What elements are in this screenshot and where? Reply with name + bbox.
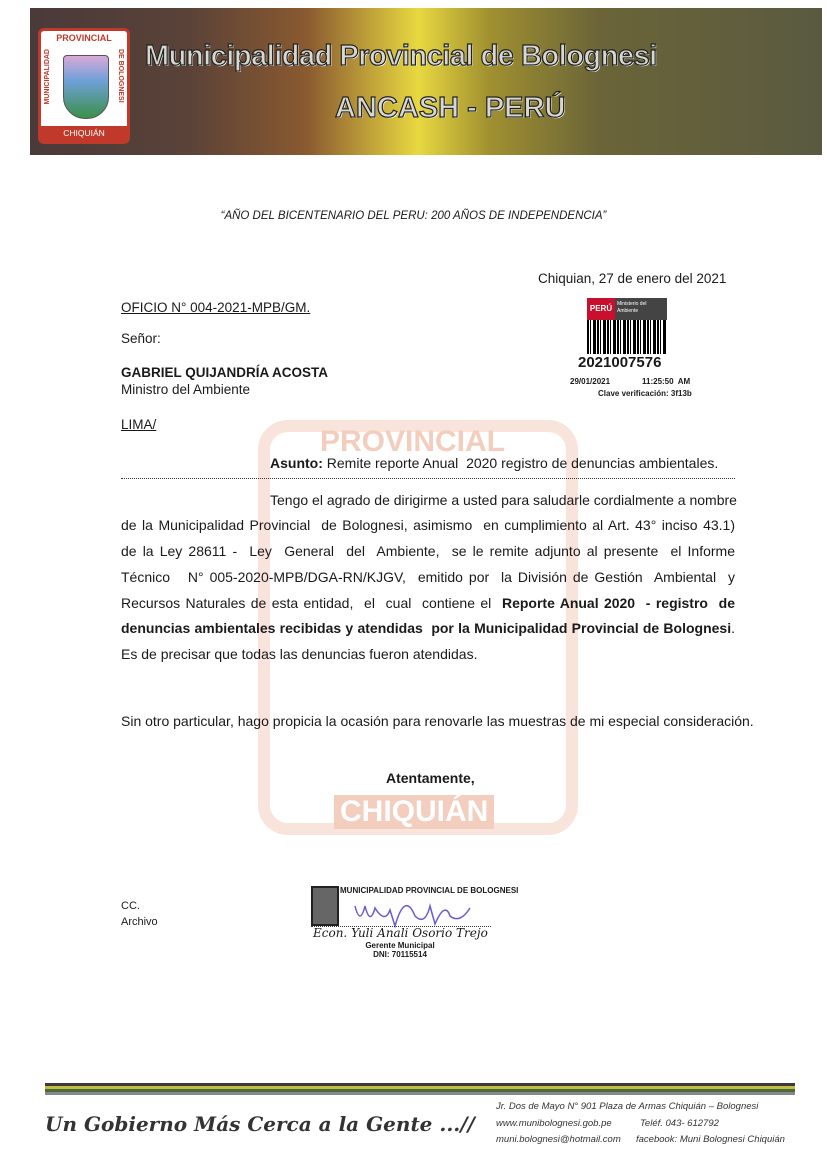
peru-brand: PERÚ (587, 298, 615, 320)
body-line (121, 569, 735, 585)
watermark-bottom: CHIQUIÁN (334, 795, 494, 829)
body-line (121, 595, 735, 611)
body-line (121, 517, 735, 533)
registry-number: 2021007576 (578, 354, 662, 371)
bold-text: denuncias ambientales recibidas y atendidas por la Municipalidad Provincial de Bolognesi (121, 620, 732, 636)
barcode (587, 320, 667, 354)
text-segment: de la Municipalidad Provincial de Bolognesi, asimismo en cumplimiento al Art. 43° inciso 43.1) (121, 517, 735, 533)
footer-address: Jr. Dos de Mayo N° 901 Plaza de Armas Chiquián – Bolognesi (496, 1101, 759, 1112)
body-line (121, 646, 735, 662)
municipality-logo (38, 28, 130, 144)
divider (121, 478, 735, 479)
subject-label: Asunto: (270, 455, 323, 471)
footer-phone: Teléf. 043- 612792 (640, 1118, 719, 1129)
letterhead-subtitle: ANCASH - PERÚ (335, 92, 566, 124)
signatory-name: Econ. Yuli Anali Osorio Trejo (313, 926, 488, 940)
body-line (270, 492, 735, 508)
subject-text: Remite reporte Anual 2020 registro de denuncias ambientales. (322, 455, 719, 471)
seal-emblem-icon (311, 886, 339, 926)
closing-line: Sin otro particular, hago propicia la ocasión para renovarle las muestras de mi especial consideración. (121, 713, 754, 729)
oficio-number: OFICIO N° 004-2021-MPB/GM. (121, 300, 311, 315)
signatory-role: Gerente Municipal (365, 941, 435, 950)
letter-date: Chiquian, 27 de enero del 2021 (538, 271, 727, 286)
logo-text-top: PROVINCIAL (56, 33, 112, 43)
logo-text-left: MUNICIPALIDAD (44, 49, 51, 105)
verification-key: Clave verificación: 3f13b (598, 389, 692, 398)
logo-text-bottom: CHIQUIÁN (41, 126, 127, 141)
logo-text-right: DE BOLOGNESI (117, 49, 124, 103)
text-segment: Es de precisar que todas las denuncias fueron atendidas. (121, 646, 478, 662)
recipient-name: GABRIEL QUIJANDRÍA ACOSTA (121, 365, 329, 380)
reception-stamp (578, 298, 685, 371)
year-motto: “AÑO DEL BICENTENARIO DEL PERU: 200 AÑOS DE INDEPENDENCIA” (220, 210, 607, 222)
footer-facebook[interactable]: facebook: Muni Bolognesi Chiquián (636, 1134, 785, 1145)
watermark-top: PROVINCIAL (320, 425, 506, 458)
text-segment: Tengo el agrado de dirigirme a usted para saludarle cordialmente a nombre (270, 492, 737, 508)
letterhead-title: Municipalidad Provincial de Bolognesi (145, 40, 657, 72)
text-segment: . (731, 620, 735, 636)
body-line (121, 543, 735, 559)
subject (270, 455, 718, 471)
body-line (121, 620, 735, 636)
text-segment: Recursos Naturales de esta entidad, el cual contiene el (121, 595, 502, 611)
handwritten-signature (350, 896, 480, 930)
footer-slogan: Un Gobierno Más Cerca a la Gente ...// (45, 1112, 475, 1136)
sign-off: Atentamente, (386, 770, 475, 786)
footer-stripe (45, 1083, 795, 1095)
registry-date: 29/01/2021 (570, 377, 611, 386)
footer-email[interactable]: muni.bolognesi@hotmail.com (496, 1134, 621, 1145)
letterhead-banner (30, 8, 822, 155)
text-segment: Técnico N° 005-2020-MPB/DGA-RN/KJGV, emitido por la División de Gestión Ambiental y (121, 569, 735, 585)
salutation: Señor: (121, 331, 161, 346)
signature-seal-text: MUNICIPALIDAD PROVINCIAL DE BOLOGNESI (340, 886, 519, 895)
ministry-name: Ministerio del Ambiente (615, 298, 667, 320)
recipient-title: Ministro del Ambiente (121, 382, 251, 397)
cc-label: CC. (121, 900, 140, 912)
footer-website[interactable]: www.munibolognesi.gob.pe (496, 1118, 612, 1129)
bold-text: Reporte Anual 2020 - registro de (501, 595, 736, 611)
cc-item: Archivo (121, 916, 158, 928)
text-segment: de la Ley 28611 - Ley General del Ambiente, se le remite adjunto al presente el Informe (121, 543, 735, 559)
signatory-dni: DNI: 70115514 (373, 950, 427, 959)
coat-of-arms-icon (63, 55, 109, 119)
registry-time: 11:25:50 AM (642, 377, 691, 386)
recipient-city: LIMA/ (121, 417, 157, 432)
